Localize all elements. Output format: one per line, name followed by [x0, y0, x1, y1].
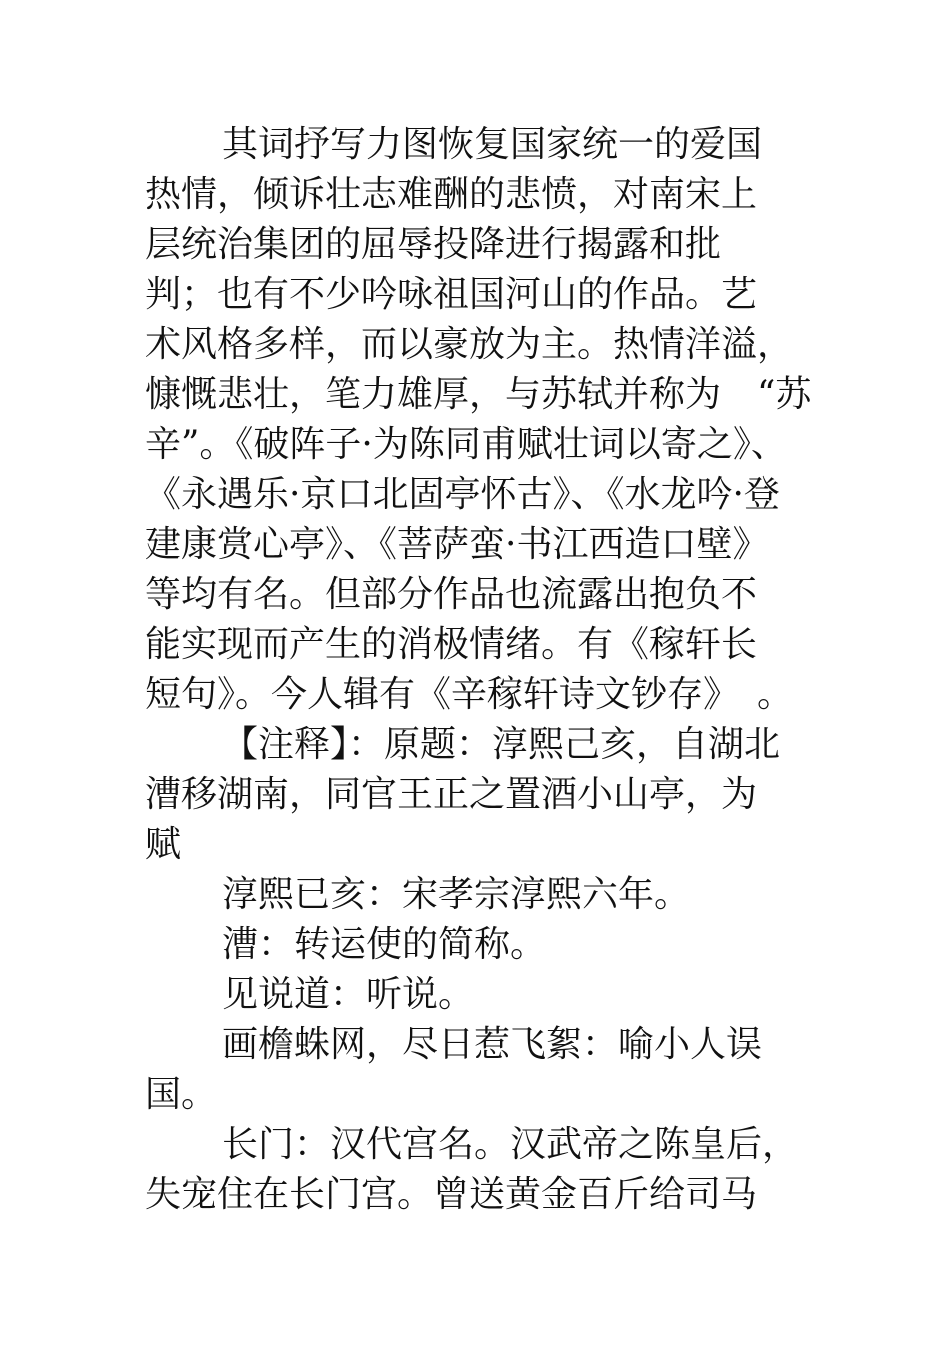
text-line: 辛”。《破阵子·为陈同甫赋壮词以寄之》、 — [145, 424, 787, 465]
text-line: 术风格多样，而以豪放为主。热情洋溢， — [145, 324, 794, 365]
text-line: 能实现而产生的消极情绪。有《稼轩长 — [145, 624, 758, 665]
annotation-heading-line: 【注释】：原题：淳熙己亥，自湖北 — [222, 724, 781, 765]
text-line: 短句》。今人辑有《辛稼轩诗文钞存》 。 — [145, 674, 794, 715]
text-line: 国。 — [145, 1074, 218, 1115]
annotation-line: 漕：转运使的简称。 — [222, 924, 547, 965]
annotation-line: 长门：汉代宫名。汉武帝之陈皇后， — [222, 1124, 799, 1165]
text-line: 《永遇乐·京口北固亭怀古》、《水龙吟·登 — [145, 474, 780, 515]
text-line: 等均有名。但部分作品也流露出抱负不 — [145, 574, 758, 615]
text-line: 判；也有不少吟咏祖国河山的作品。艺 — [145, 274, 758, 315]
text-line: 热情，倾诉壮志难酬的悲愤，对南宋上 — [145, 174, 758, 215]
text-line: 慷慨悲壮，笔力雄厚，与苏轼并称为 “苏 — [145, 374, 812, 415]
text-line: 其词抒写力图恢复国家统一的爱国 — [222, 124, 763, 165]
text-line: 赋 — [145, 824, 182, 865]
text-line: 失宠住在长门宫。曾送黄金百斤给司马 — [145, 1174, 758, 1215]
annotation-line: 画檐蛛网，尽日惹飞絮：喻小人误 — [222, 1024, 763, 1065]
text-line: 建康赏心亭》、《菩萨蛮·书江西造口壁》 — [145, 524, 769, 565]
text-line: 漕移湖南，同官王正之置酒小山亭，为 — [145, 774, 758, 815]
text-line: 层统治集团的屈辱投降进行揭露和批 — [145, 224, 722, 265]
annotation-line: 淳熙已亥：宋孝宗淳熙六年。 — [222, 874, 691, 915]
annotation-line: 见说道：听说。 — [222, 974, 475, 1015]
